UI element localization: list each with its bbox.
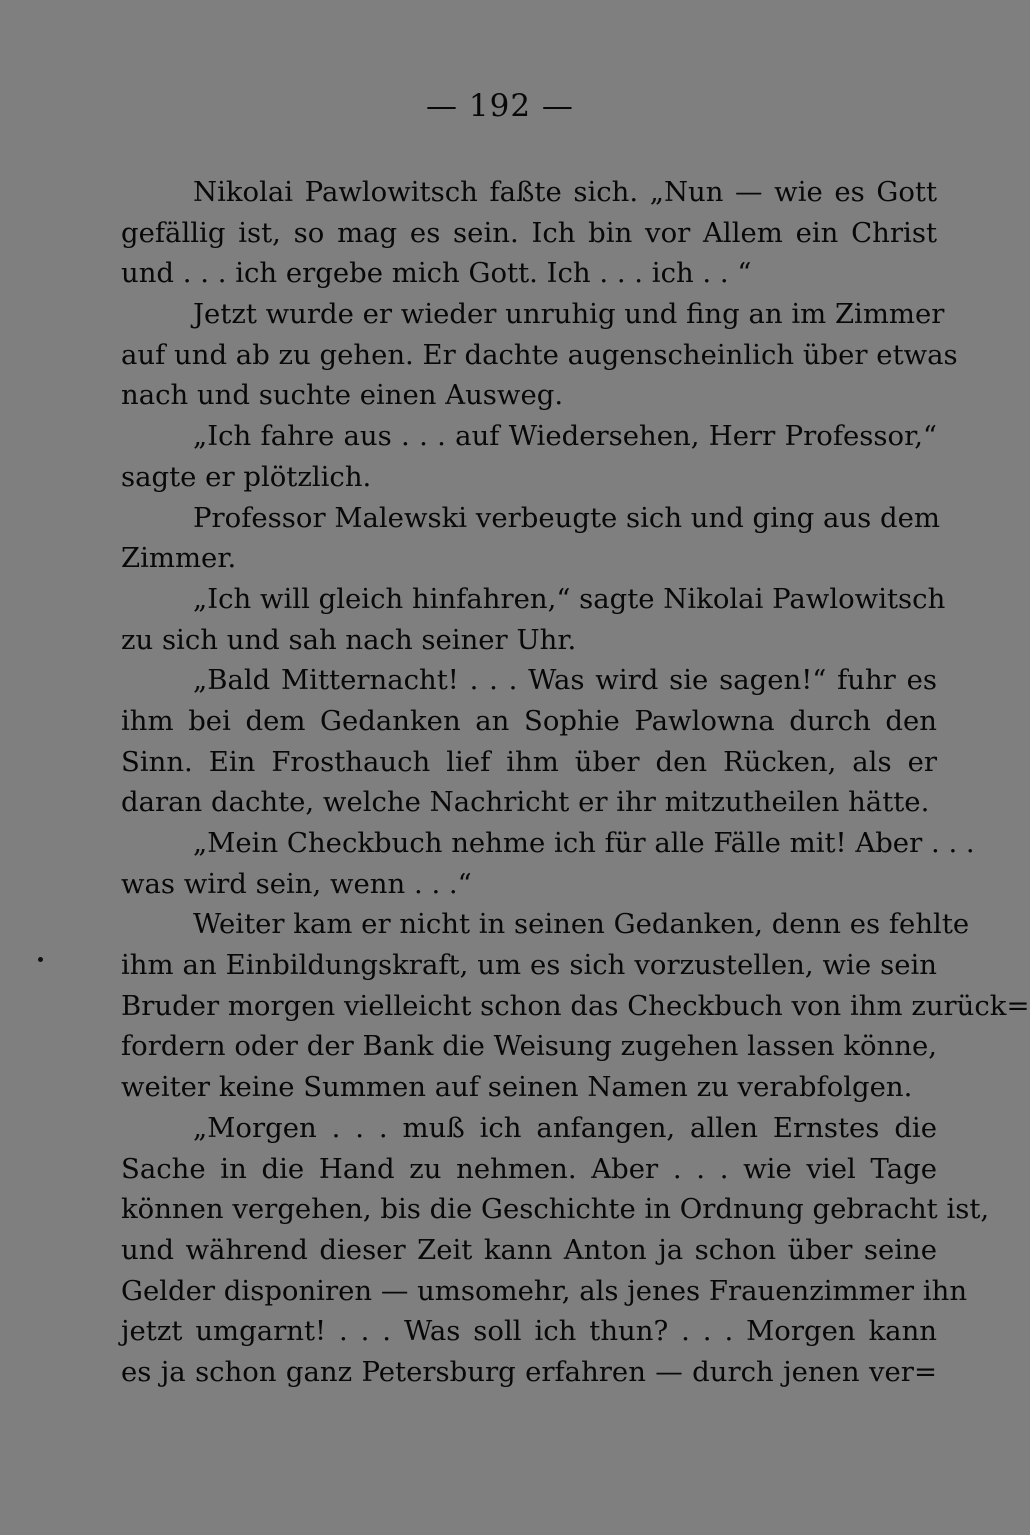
text-line: Weiter kam er nicht in seinen Gedanken, denn es fehlte xyxy=(193,908,970,941)
text-line: „Ich will gleich hinfahren,“ sagte Nikolai Pawlowitsch xyxy=(193,582,946,615)
text-line: Bruder morgen vielleicht schon das Checkbuch von ihm zurück= xyxy=(121,989,1030,1022)
text-line: jetzt umgarnt! . . . Was soll ich thun? . . . Morgen kann xyxy=(121,1315,937,1348)
text-line: gefällig ist, so mag es sein. Ich bin vor Allem ein Christ xyxy=(121,216,937,249)
text-line: „Mein Checkbuch nehme ich für alle Fälle mit! Aber . . . xyxy=(193,827,975,859)
ink-speck xyxy=(38,957,43,962)
text-line: Professor Malewski verbeugte sich und ging aus dem xyxy=(193,501,940,534)
text-line: daran dachte, welche Nachricht er ihr mitzutheilen hätte. xyxy=(121,786,930,819)
text-line: „Bald Mitternacht! . . . Was wird sie sagen!“ fuhr es xyxy=(193,664,937,697)
text-line: Gelder disponiren — umsomehr, als jenes Frauenzimmer ihn xyxy=(121,1274,968,1307)
text-line: „Ich fahre aus . . . auf Wiedersehen, Herr Professor,“ xyxy=(193,420,937,453)
text-line: nach und suchte einen Ausweg. xyxy=(121,379,564,412)
text-line: was wird sein, wenn . . .“ xyxy=(121,867,472,900)
text-line: Sinn. Ein Frosthauch lief ihm über den Rücken, als er xyxy=(121,745,937,778)
text-line: ihm an Einbildungskraft, um es sich vorzustellen, wie sein xyxy=(121,949,937,982)
text-line: auf und ab zu gehen. Er dachte augenscheinlich über etwas xyxy=(121,338,958,371)
text-line: fordern oder der Bank die Weisung zugehen lassen könne, xyxy=(121,1030,937,1063)
text-line: es ja schon ganz Petersburg erfahren — durch jenen ver= xyxy=(121,1355,937,1388)
text-line: und . . . ich ergebe mich Gott. Ich . . . ich . . “ xyxy=(121,257,752,290)
text-line: zu sich und sah nach seiner Uhr. xyxy=(121,623,577,656)
text-line: Zimmer. xyxy=(121,542,237,575)
text-line: Nikolai Pawlowitsch faßte sich. „Nun — wie es Gott xyxy=(193,176,937,208)
text-line: weiter keine Summen auf seinen Namen zu verabfolgen. xyxy=(121,1071,913,1104)
text-line: „Morgen . . . muß ich anfangen, allen Ernstes die xyxy=(193,1111,937,1144)
text-line: sagte er plötzlich. xyxy=(121,460,372,493)
page-number: — 192 — xyxy=(426,88,574,124)
page-text xyxy=(121,172,1030,1393)
text-line: und während dieser Zeit kann Anton ja schon über seine xyxy=(121,1233,937,1266)
text-line: Sache in die Hand zu nehmen. Aber . . . wie viel Tage xyxy=(121,1152,937,1185)
text-line: ihm bei dem Gedanken an Sophie Pawlowna durch den xyxy=(121,704,937,737)
text-line: Jetzt wurde er wieder unruhig und fing an im Zimmer xyxy=(193,298,945,331)
text-line: können vergehen, bis die Geschichte in Ordnung gebracht ist, xyxy=(121,1193,990,1226)
